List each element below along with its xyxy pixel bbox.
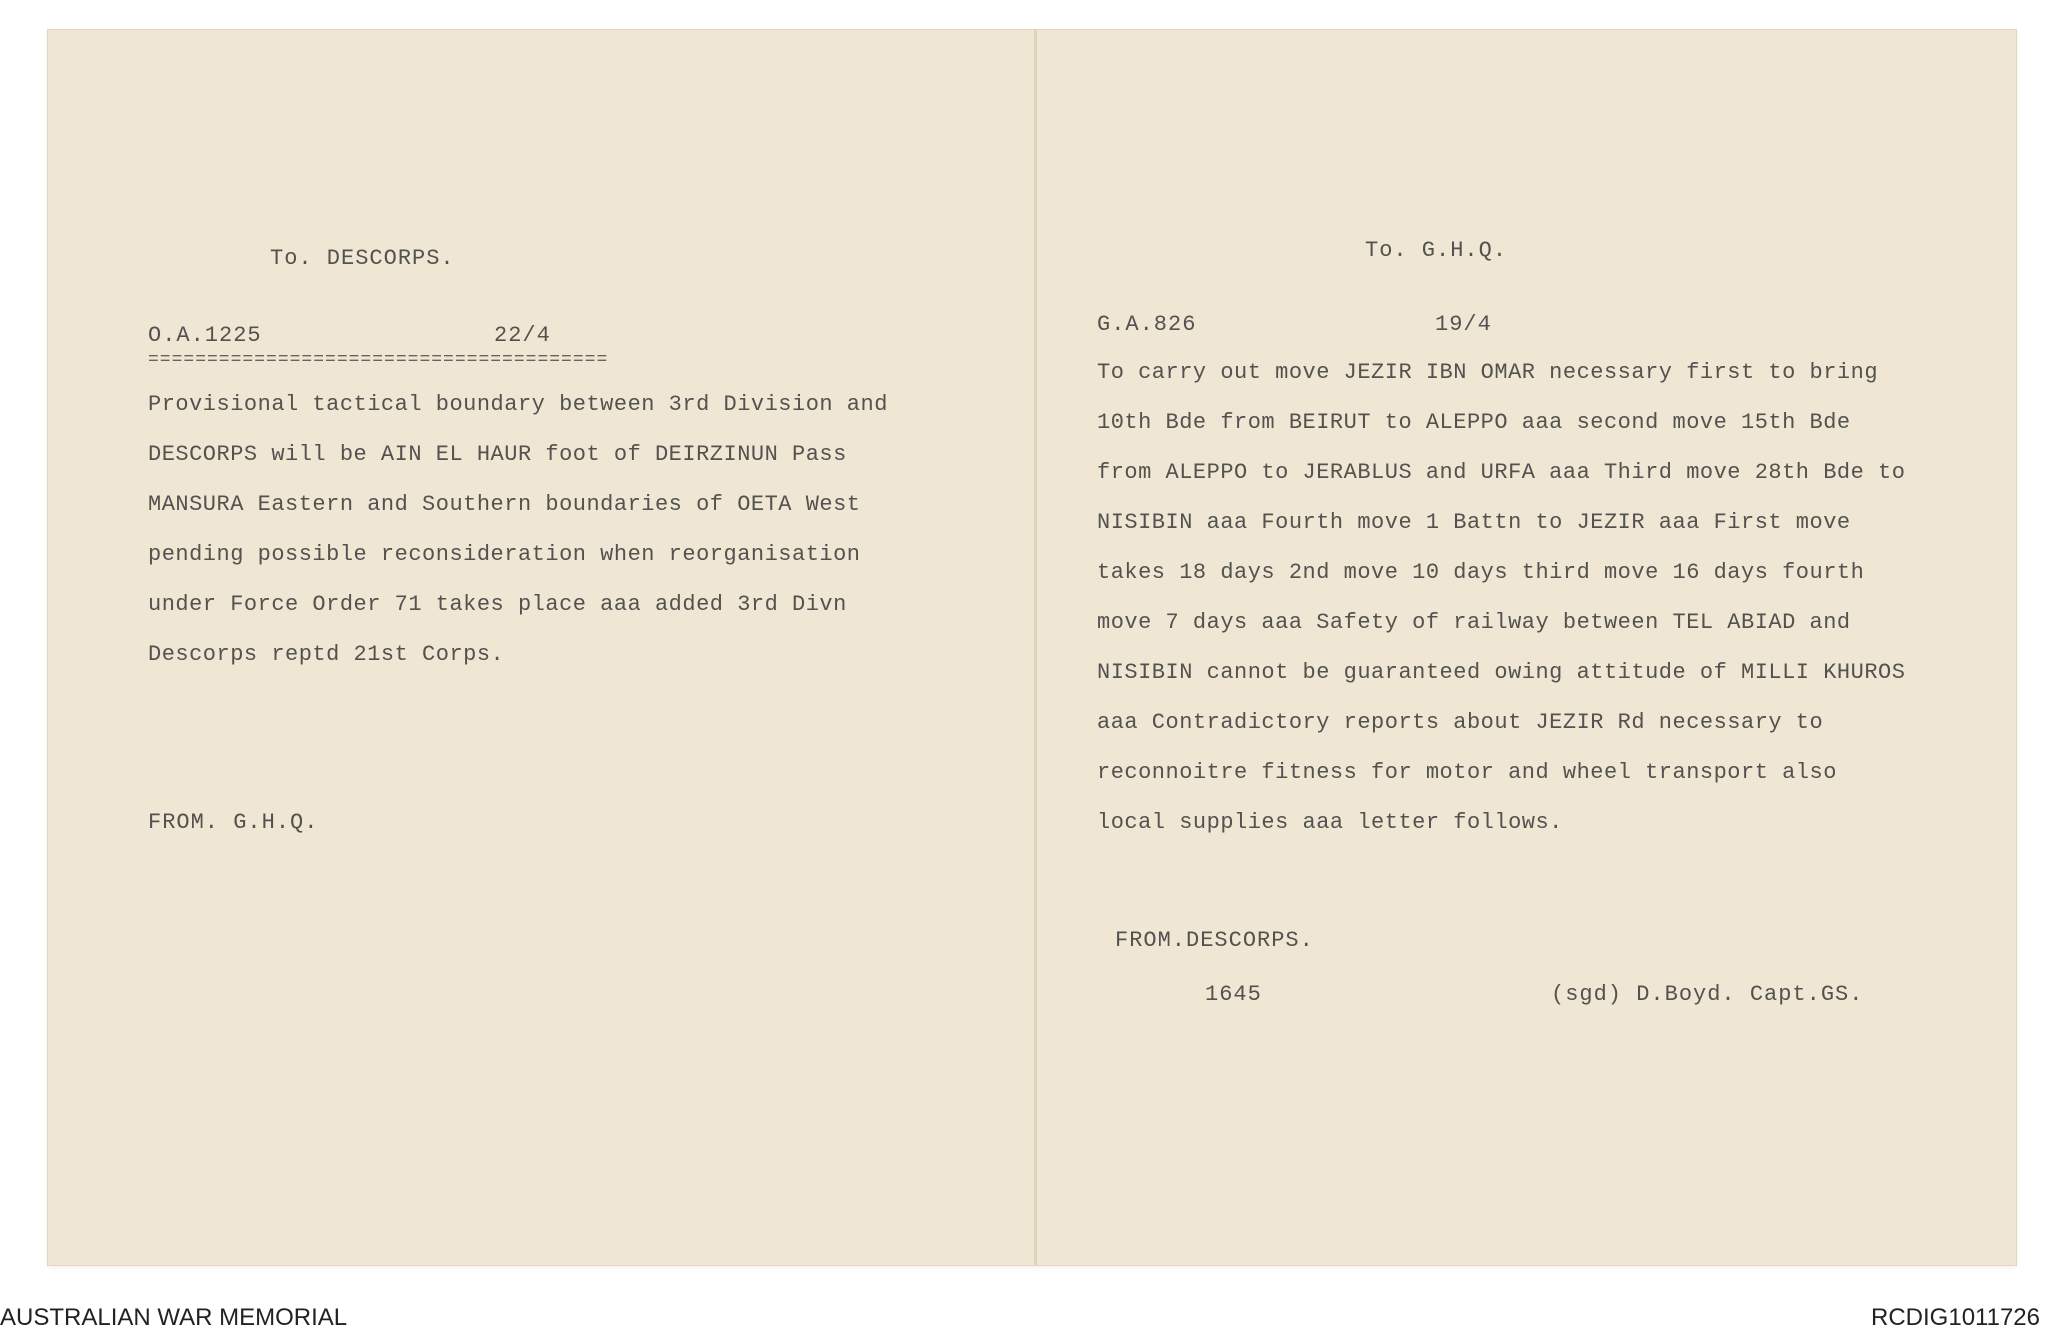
right-to-line: To. G.H.Q. (1365, 238, 1508, 263)
right-body-line: To carry out move JEZIR IBN OMAR necessary first to bring (1097, 360, 1879, 385)
right-body-line: reconnoitre fitness for motor and wheel transport also (1097, 760, 1837, 785)
right-time: 1645 (1205, 982, 1262, 1007)
left-message (48, 30, 1034, 1265)
left-to-line: To. DESCORPS. (270, 246, 455, 271)
right-body-line: move 7 days aaa Safety of railway between TEL ABIAD and (1097, 610, 1851, 635)
left-body-line: under Force Order 71 takes place aaa added 3rd Divn (148, 592, 847, 617)
right-body-line: NISIBIN aaa Fourth move 1 Battn to JEZIR aaa First move (1097, 510, 1851, 535)
right-body-line: from ALEPPO to JERABLUS and URFA aaa Third move 28th Bde to (1097, 460, 1906, 485)
right-body-line: 10th Bde from BEIRUT to ALEPPO aaa second move 15th Bde (1097, 410, 1851, 435)
right-body-line: aaa Contradictory reports about JEZIR Rd necessary to (1097, 710, 1824, 735)
left-underline: ======================================= (148, 350, 609, 370)
footer-institution: AUSTRALIAN WAR MEMORIAL (0, 1304, 348, 1331)
right-body-line: NISIBIN cannot be guaranteed owing attitude of MILLI KHUROS (1097, 660, 1906, 685)
right-body-line: local supplies aaa letter follows. (1097, 810, 1563, 835)
left-body-line: DESCORPS will be AIN EL HAUR foot of DEIRZINUN Pass (148, 442, 847, 467)
left-body-line: Provisional tactical boundary between 3rd Division and (148, 392, 888, 417)
right-signature: (sgd) D.Boyd. Capt.GS. (1551, 982, 1864, 1007)
footer-catalogue-id: RCDIG1011726 (1871, 1304, 2040, 1331)
left-body-line: Descorps reptd 21st Corps. (148, 642, 505, 667)
right-from-line: FROM.DESCORPS. (1115, 928, 1314, 953)
right-date: 19/4 (1435, 312, 1492, 337)
document-sheet (48, 30, 2016, 1265)
left-date: 22/4 (494, 323, 551, 348)
left-body-line: MANSURA Eastern and Southern boundaries of OETA West (148, 492, 861, 517)
left-body-line: pending possible reconsideration when reorganisation (148, 542, 861, 567)
right-ref-number: G.A.826 (1097, 312, 1197, 337)
left-from-line: FROM. G.H.Q. (148, 810, 319, 835)
left-ref-number: O.A.1225 (148, 323, 262, 348)
right-body-line: takes 18 days 2nd move 10 days third move 16 days fourth (1097, 560, 1865, 585)
right-message (1037, 30, 2016, 1265)
